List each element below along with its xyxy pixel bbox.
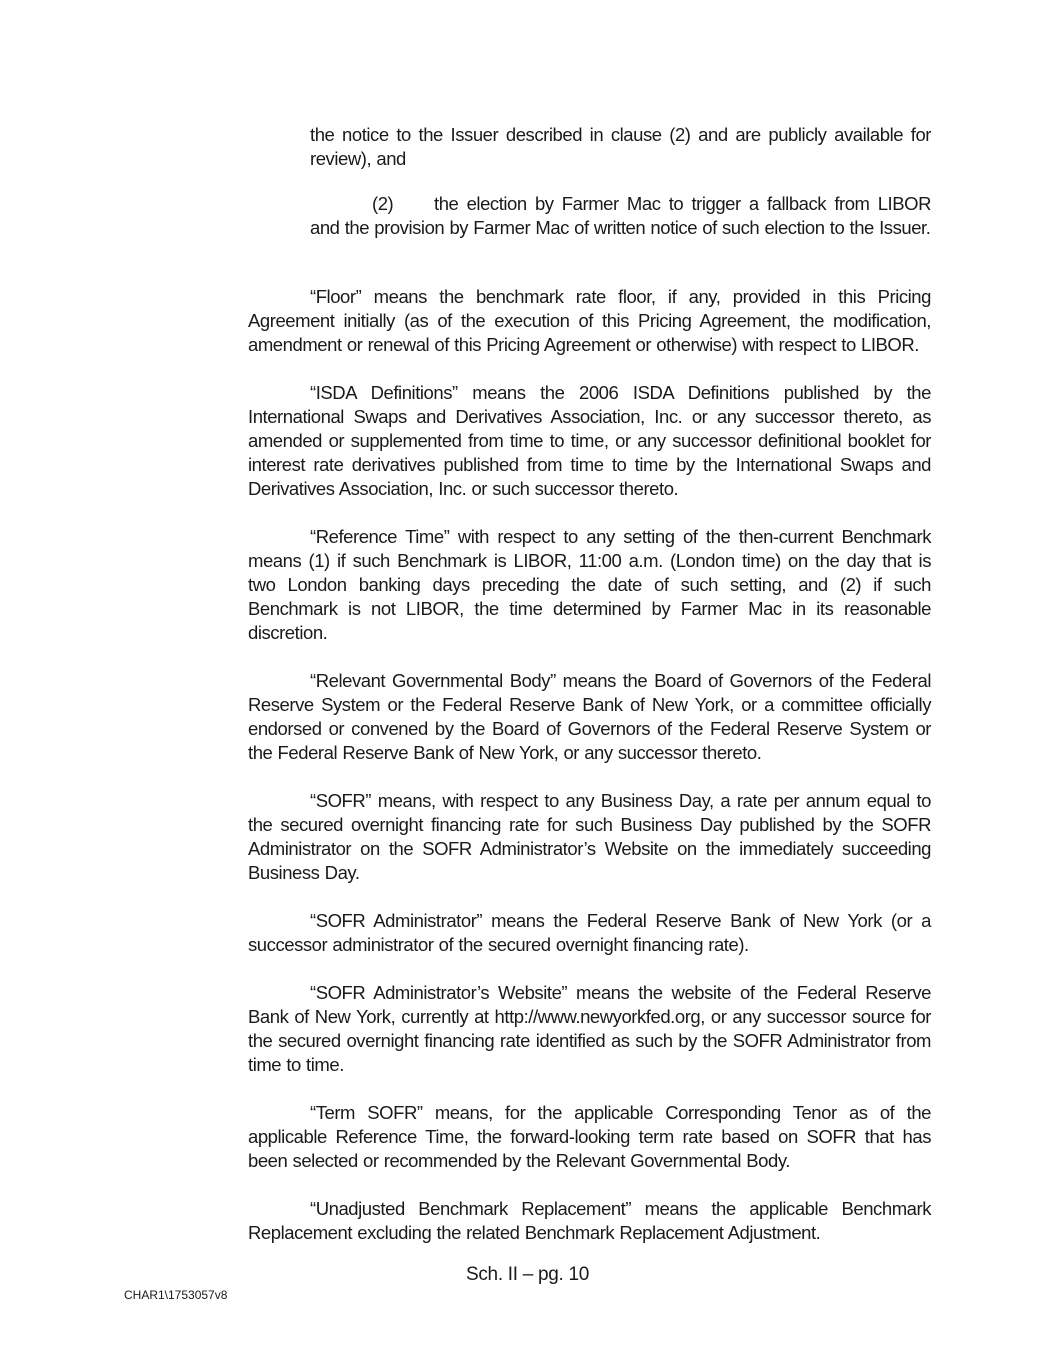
definition-relevant-governmental-body (248, 669, 931, 765)
definition-term: “ISDA Definitions” (310, 382, 458, 403)
definition-isda-definitions (248, 381, 931, 501)
definitions-list (248, 285, 931, 1269)
clause-item-2-paragraph (310, 192, 931, 240)
definition-sofr (248, 789, 931, 885)
definition-text: means the Federal Reserve Bank of New York (or a successor administrator of the secured overnight financing rate). (248, 910, 931, 955)
continuation-text: the notice to the Issuer described in clause (2) and are publicly available for review), and (310, 124, 931, 169)
continuation-paragraph (310, 123, 931, 171)
page-number: Sch. II – pg. 10 (465, 1264, 589, 1285)
definition-unadjusted-benchmark-replacement (248, 1197, 931, 1245)
definition-sofr-administrator (248, 909, 931, 957)
definition-term-sofr (248, 1101, 931, 1173)
definition-reference-time (248, 525, 931, 645)
definition-text: means the Board of Governors of the Federal Reserve System or the Federal Reserve Bank of New York, or a committee officially endorsed or convened by the Board of Governors of the Federal Reserve System or the Federal Reserve Bank of New York, or any successor thereto. (248, 670, 931, 763)
definition-text: means, for the applicable Corresponding Tenor as of the applicable Reference Time, the forward-looking term rate based on SOFR that has been selected or recommended by the Relevant Governmental Body. (248, 1102, 931, 1171)
clause-text: the election by Farmer Mac to trigger a fallback from LIBOR and the provision by Farmer Mac of written notice of such election to the Issuer. (310, 193, 931, 238)
document-id: CHAR1\1753057v8 (124, 1288, 228, 1302)
definition-term: “Floor” (310, 286, 362, 307)
definition-term: “Reference Time” (310, 526, 450, 547)
definition-text: means, with respect to any Business Day, a rate per annum equal to the secured overnight financing rate for such Business Day published by the SOFR Administrator on the SOFR Administrator’s Website on the immediately succeeding Business Day. (248, 790, 931, 883)
definition-term: “SOFR Administrator” (310, 910, 483, 931)
definition-term: “Unadjusted Benchmark Replacement” (310, 1198, 632, 1219)
definition-floor (248, 285, 931, 357)
definition-term: “Term SOFR” (310, 1102, 423, 1123)
definition-text: means the 2006 ISDA Definitions published by the International Swaps and Derivatives Association, Inc. or any successor thereto, as amended or supplemented from time to time, or any successor definitional booklet for interest rate derivatives published from time to time by the International Swaps and Derivatives Association, Inc. or such successor thereto. (248, 382, 931, 499)
definition-text: means the website of the Federal Reserve Bank of New York, currently at http://www.newyorkfed.org, or any successor source for the secured overnight financing rate identified as such by the SOFR Administrator from time to time. (248, 982, 932, 1075)
definition-text: means the benchmark rate floor, if any, provided in this Pricing Agreement initially (as of the execution of this Pricing Agreement, the modification, amendment or renewal of this Pricing Agreement or otherwise) with respect to LIBOR. (248, 286, 931, 355)
definition-term: “SOFR Administrator’s Website” (310, 982, 568, 1003)
clause-number: (2) (372, 193, 394, 214)
definition-text: means the applicable Benchmark Replacement excluding the related Benchmark Replacement Adjustment. (248, 1198, 932, 1243)
clause-item-2 (310, 192, 931, 240)
definition-sofr-administrators-website (248, 981, 931, 1077)
definition-term: “Relevant Governmental Body” (310, 670, 556, 691)
definition-term: “SOFR” (310, 790, 372, 811)
definition-text: with respect to any setting of the then-current Benchmark means (1) if such Benchmark is LIBOR, 11:00 a.m. (London time) on the day that is two London banking days preceding the date of such setting, and (2) if such Benchmark is not LIBOR, the time determined by Farmer Mac in its reasonable discretion. (248, 526, 931, 643)
